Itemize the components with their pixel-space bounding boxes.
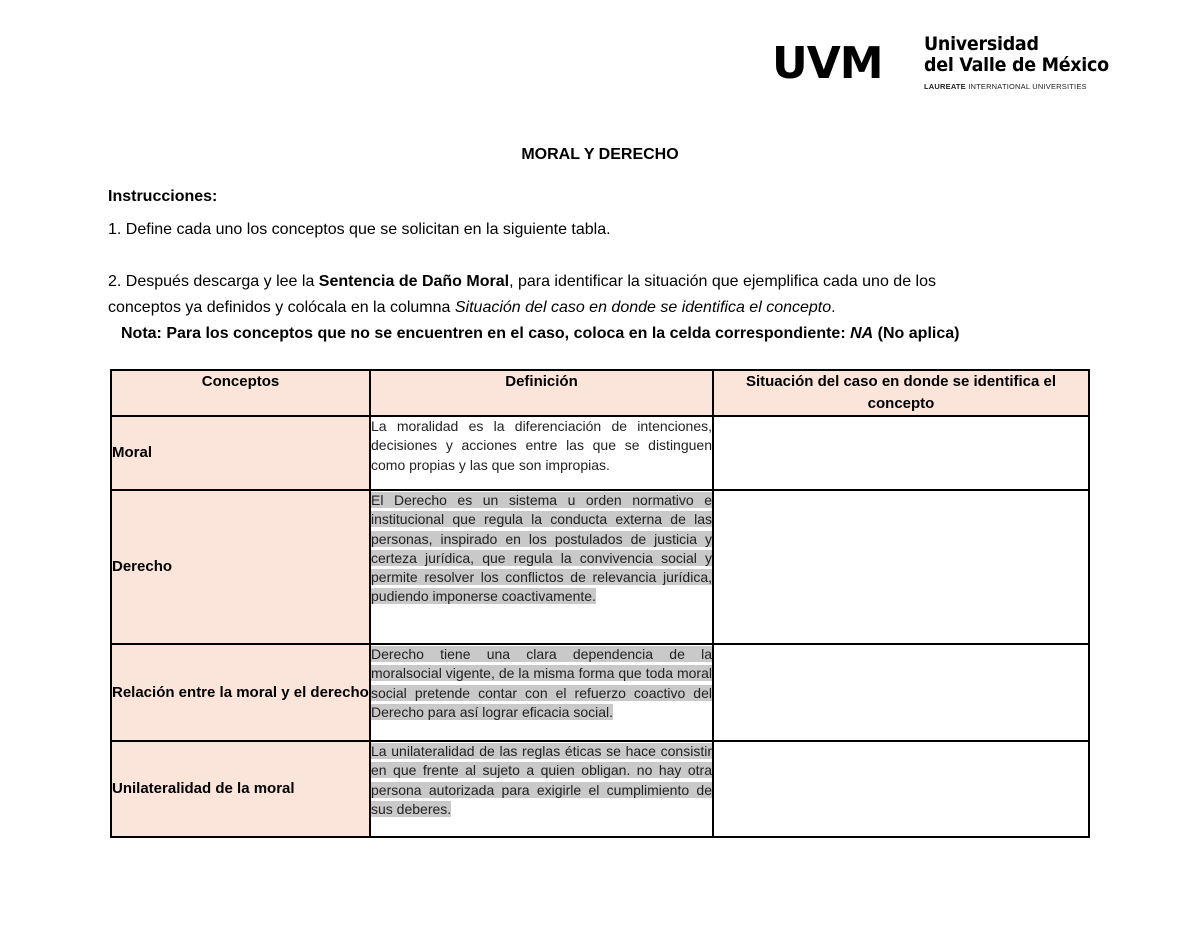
uvm-logo (772, 32, 1109, 94)
definition-cell[interactable] (370, 490, 713, 644)
instructions-label: Instrucciones: (108, 188, 218, 205)
definition-text: La moralidad es la diferenciación de intenciones, decisiones y acciones entre las que se distinguen como propias y las que son impropias. (371, 418, 712, 473)
table-row (111, 741, 1089, 837)
concept-cell: Unilateralidad de la moral (111, 741, 370, 837)
definition-highlight: El Derecho es un sistema u orden normativo e institucional que regula la conducta externa de las personas, inspirado en los postulados de justicia y certeza jurídica, que regula la convivencia social y permite resolver los conflictos de relevancia jurídica, pudiendo imponerse coactivamente. (371, 492, 712, 605)
header-conceptos: Conceptos (111, 370, 370, 416)
situation-cell[interactable] (713, 741, 1089, 837)
page-title: MORAL Y DERECHO (521, 146, 679, 163)
definition-highlight: La unilateralidad de las reglas éticas se hace consistir en que frente al sujeto a quien obligan. no hay otra persona autorizada para exigirle el cumplimiento de sus deberes. (371, 743, 712, 817)
definition-highlight: Derecho tiene una clara dependencia de la moralsocial vigente, de la misma forma que toda moral social pretende contar con el refuerzo coactivo del Derecho para así lograr eficacia social. (371, 646, 712, 720)
header-situacion: Situación del caso en donde se identifica el concepto (713, 370, 1089, 416)
definition-text (371, 742, 712, 819)
instruction-step-2-line2: conceptos ya definidos y colócala en la columna Situación del caso en donde se identifica el concepto. (108, 299, 836, 316)
instruction-step-2-line1: 2. Después descarga y lee la Sentencia de Daño Moral, para identificar la situación que ejemplifica cada uno de los (108, 273, 936, 290)
university-name (924, 34, 1109, 76)
definition-cell[interactable] (370, 644, 713, 741)
definition-text (371, 645, 712, 722)
tagline-bold: LAUREATE (924, 82, 966, 91)
concepts-table (110, 369, 1090, 838)
instruction-step-1: 1. Define cada uno los conceptos que se solicitan en la siguiente tabla. (108, 221, 611, 238)
concept-cell: Derecho (111, 490, 370, 644)
uvm-logo-mark: UVM (772, 38, 883, 89)
situation-cell[interactable] (713, 490, 1089, 644)
instruction-note: Nota: Para los conceptos que no se encuentren en el caso, coloca en la celda correspondiente: NA (No aplica) (121, 325, 960, 342)
header-definicion: Definición (370, 370, 713, 416)
definition-cell[interactable] (370, 741, 713, 837)
table-row (111, 490, 1089, 644)
table-row (111, 416, 1089, 490)
table-row (111, 644, 1089, 741)
tagline-rest: INTERNATIONAL UNIVERSITIES (968, 82, 1087, 91)
situation-cell[interactable] (713, 644, 1089, 741)
concept-cell: Relación entre la moral y el derecho (111, 644, 370, 741)
concept-cell: Moral (111, 416, 370, 490)
definition-cell[interactable] (370, 416, 713, 490)
situation-cell[interactable] (713, 416, 1089, 490)
table-header-row (111, 370, 1089, 416)
definition-text (371, 491, 712, 607)
laureate-tagline (924, 82, 1087, 91)
university-name-line2: del Valle de México (924, 54, 1109, 76)
university-name-line1: Universidad (924, 33, 1039, 55)
